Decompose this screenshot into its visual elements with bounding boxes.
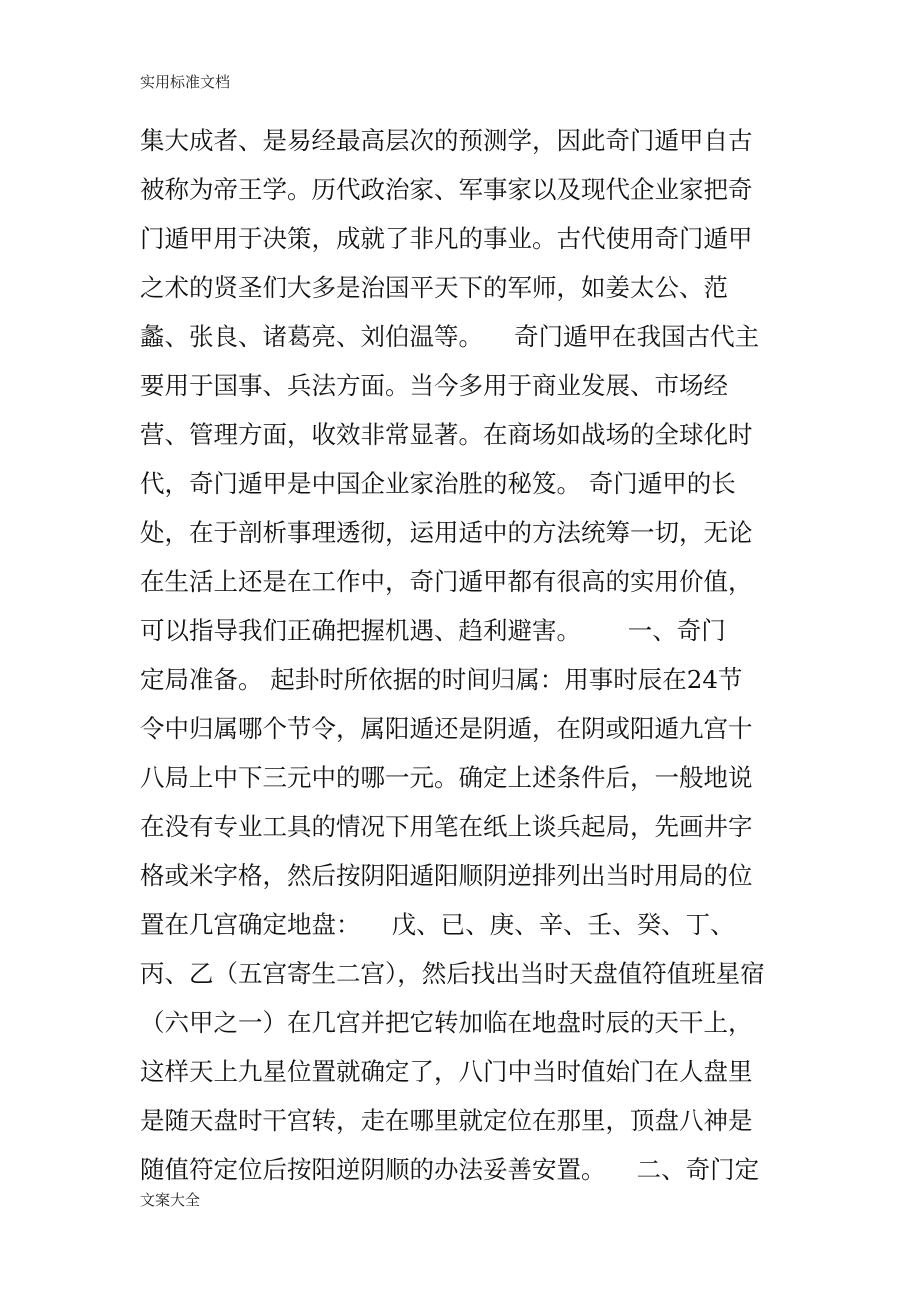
text-line: 处，在于剖析事理透彻，运用适中的方法统筹一切，无论: [140, 518, 753, 547]
text-line: 八局上中下三元中的哪一元。确定上述条件后，一般地说: [140, 763, 753, 792]
text-line: 代，奇门遁甲是中国企业家治胜的秘笈。 奇门遁甲的长: [140, 469, 736, 498]
text-line: 置在几宫确定地盘： 戊、已、庚、辛、壬、癸、丁、: [140, 910, 735, 939]
page-header: 实用标准文档: [140, 73, 231, 91]
text-line: 蠡、张良、诸葛亮、刘伯温等。 奇门遁甲在我国古代主: [140, 322, 760, 351]
text-line: 在没有专业工具的情况下用笔在纸上谈兵起局，先画井字: [140, 812, 753, 841]
text-line: 是随天盘时干宫转，走在哪里就定位在那里，顶盘八神是: [140, 1106, 753, 1135]
text-line: 可以指导我们正确把握机遇、趋利避害。 一、奇门: [140, 616, 726, 645]
text-line: 之术的贤圣们大多是治国平天下的军师，如姜太公、范: [140, 273, 728, 302]
text-line: 定局准备。 起卦时所依据的时间归属：用事时辰在24节: [140, 665, 743, 694]
text-line: 格或米字格，然后按阴阳遁阳顺阴逆排列出当时用局的位: [140, 861, 753, 890]
text-line: 在生活上还是在工作中，奇门遁甲都有很高的实用价值，: [140, 567, 753, 596]
document-body: [140, 116, 780, 1194]
text-line: 门遁甲用于决策，成就了非凡的事业。古代使用奇门遁甲: [140, 224, 753, 253]
text-line: 丙、乙（五宫寄生二宫），然后找出当时天盘值符值班星宿: [140, 959, 765, 988]
text-line: 营、管理方面，收效非常显著。在商场如战场的全球化时: [140, 420, 753, 449]
text-line: 要用于国事、兵法方面。当今多用于商业发展、市场经: [140, 371, 728, 400]
text-line: 被称为帝王学。历代政治家、军事家以及现代企业家把奇: [140, 175, 753, 204]
text-line: （六甲之一）在几宫并把它转加临在地盘时辰的天干上，: [140, 1008, 753, 1037]
text-line: 随值符定位后按阳逆阴顺的办法妥善安置。 二、奇门定: [140, 1155, 760, 1184]
page-footer: 文案大全: [140, 1191, 201, 1209]
text-line: 令中归属哪个节令，属阳遁还是阴遁，在阴或阳遁九宫十: [140, 714, 753, 743]
text-line: 这样天上九星位置就确定了，八门中当时值始门在人盘里: [140, 1057, 753, 1086]
text-line: 集大成者、是易经最高层次的预测学，因此奇门遁甲自古: [140, 126, 753, 155]
